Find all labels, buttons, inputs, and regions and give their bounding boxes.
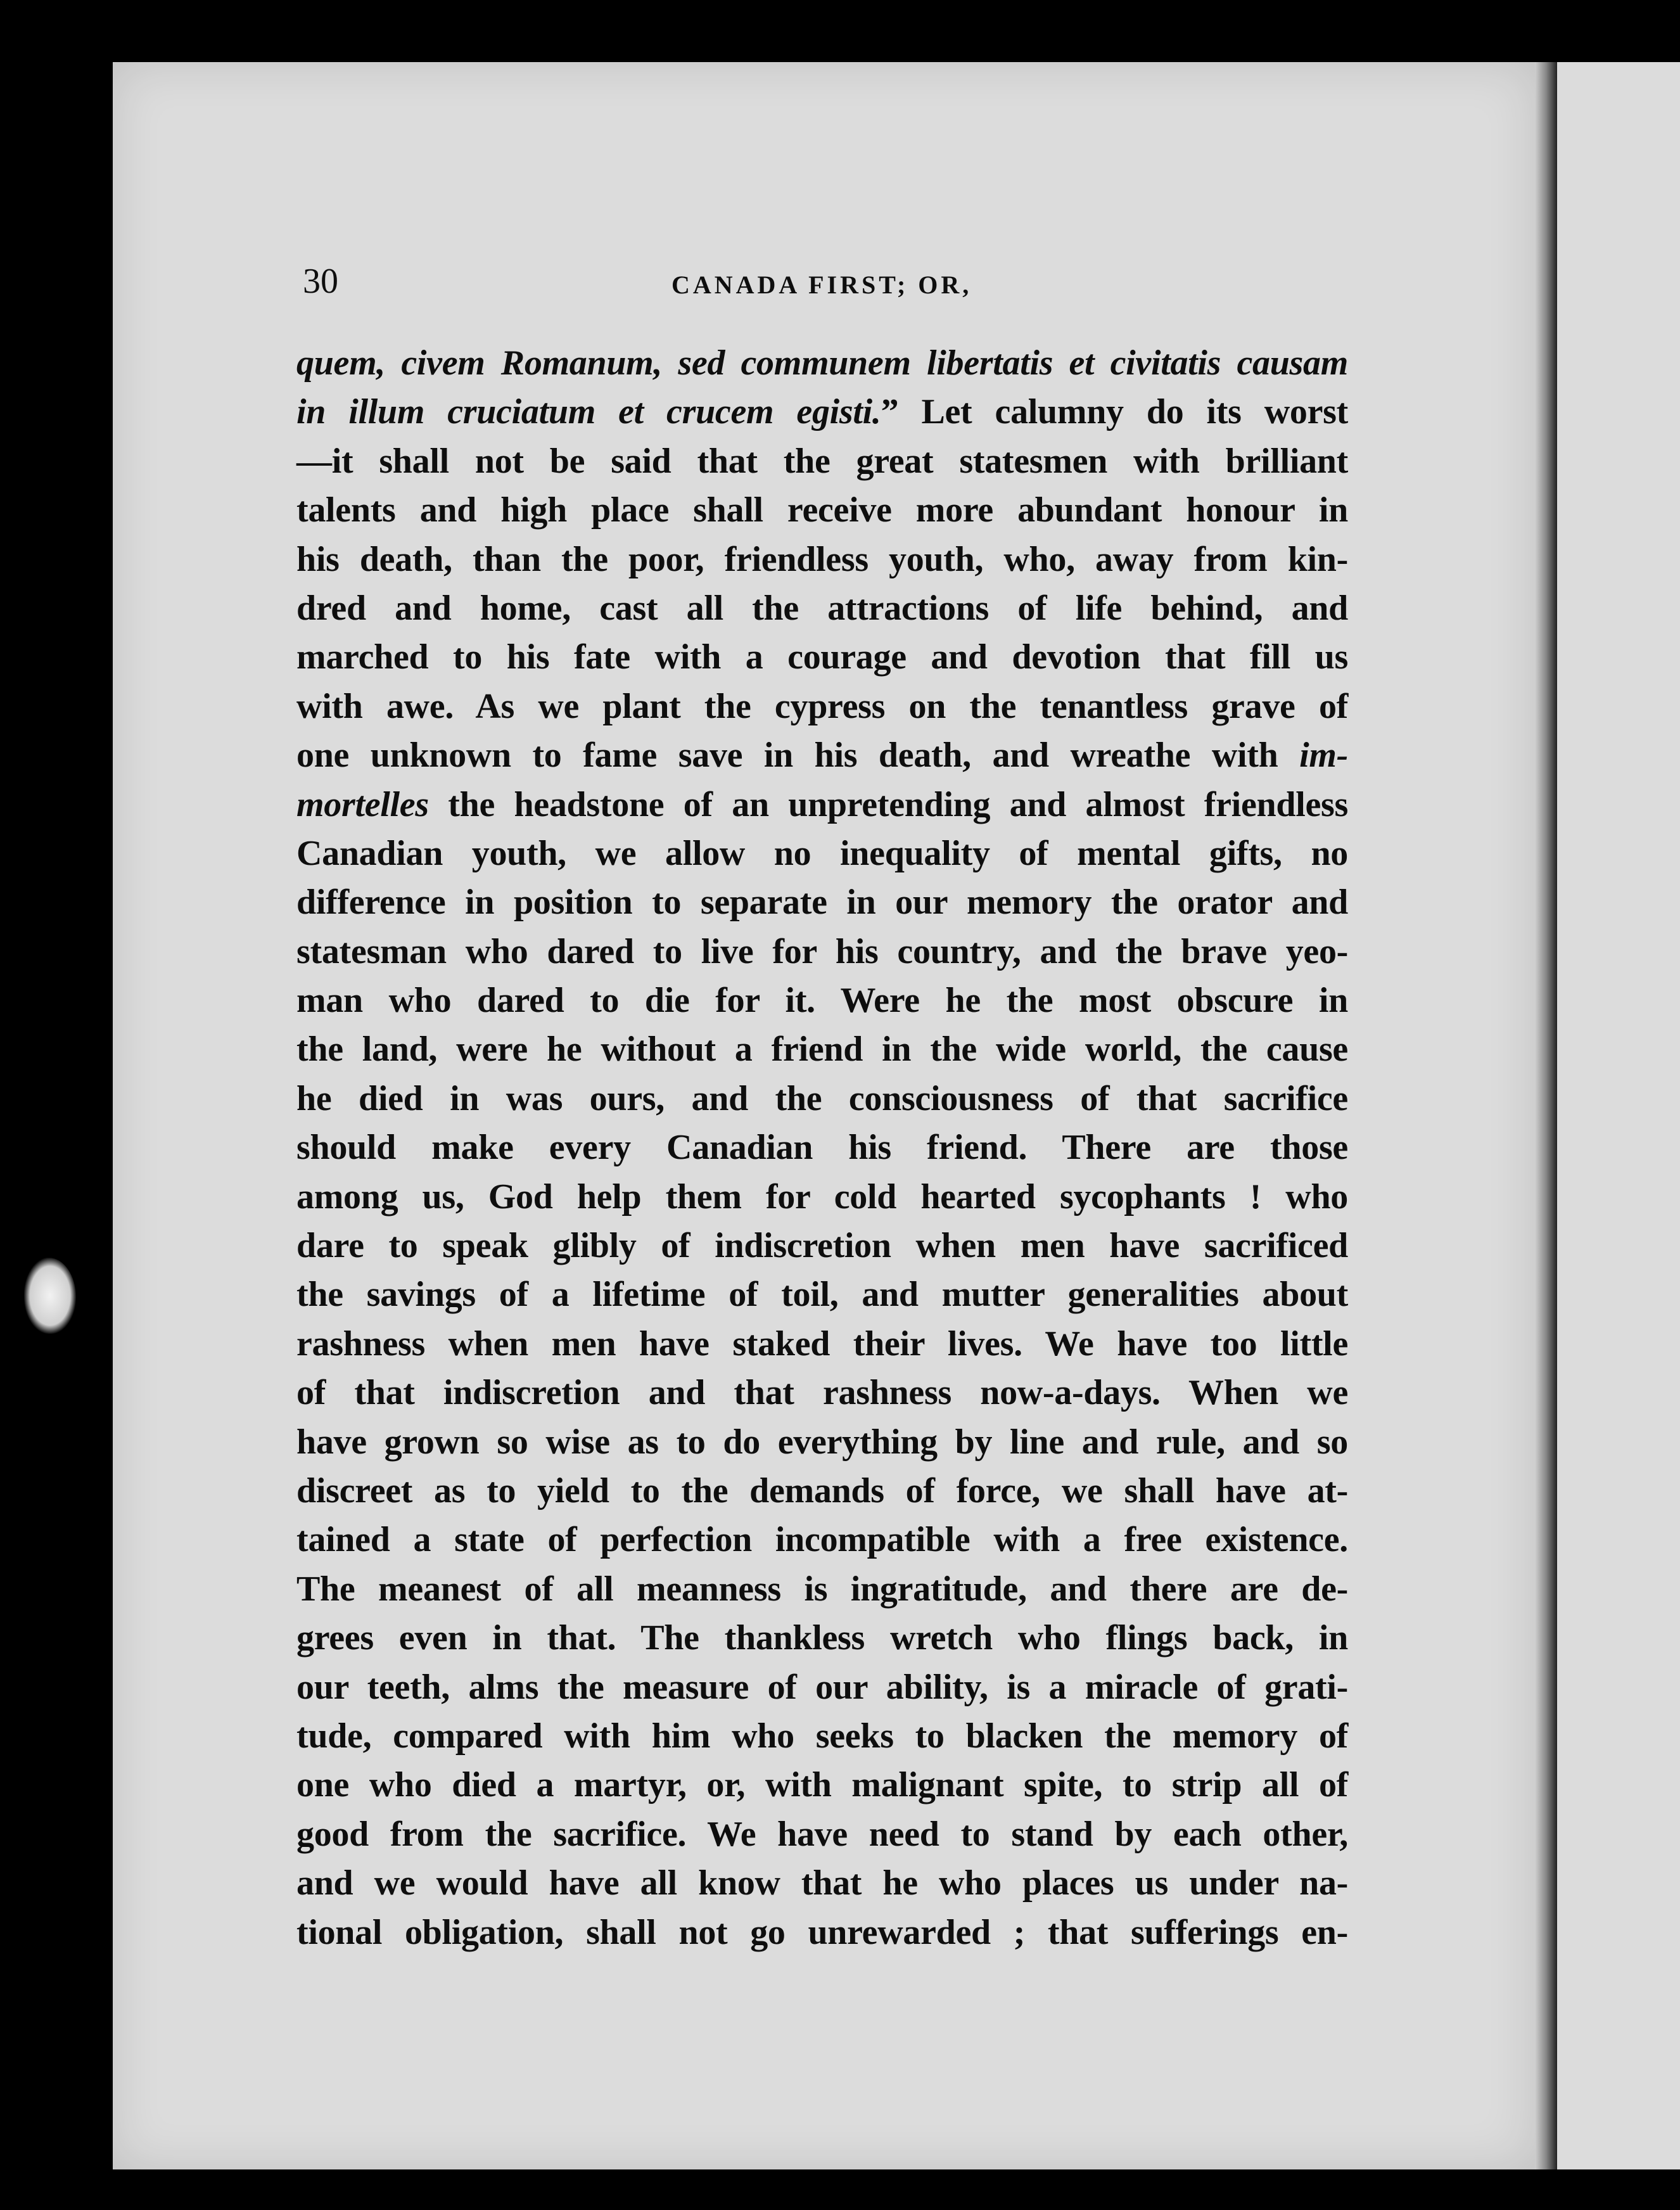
text-line: [296, 1075, 1348, 1123]
text-line: [296, 1270, 1348, 1319]
page-header: [303, 256, 1348, 307]
text-segment: ” Let calumny do its worst: [881, 392, 1348, 432]
text-segment: Canadian youth, we allow no inequality of mental gifts, no: [296, 833, 1348, 873]
text-line: [296, 1908, 1348, 1957]
facing-page-edge: [1557, 62, 1680, 2169]
text-segment: one unknown to fame save in his death, and wreathe with: [296, 736, 1300, 776]
text-segment: should make every Canadian his friend. There are those: [296, 1128, 1348, 1168]
body-text: [296, 339, 1348, 1957]
text-line: [296, 781, 1348, 829]
text-segment: rashness when men have staked their lives. We have too little: [296, 1324, 1348, 1364]
text-line: [296, 1222, 1348, 1270]
text-line: [296, 1467, 1348, 1516]
text-segment: he died in was ours, and the consciousness of that sacrifice: [296, 1078, 1348, 1118]
text-segment: talents and high place shall receive more abundant honour in: [296, 490, 1348, 530]
text-segment: The meanest of all meanness is ingratitude, and there are de-: [296, 1569, 1348, 1609]
text-line: [296, 731, 1348, 780]
text-segment: difference in position to separate in our memory the orator and: [296, 883, 1348, 923]
text-segment: our teeth, alms the measure of our ability, is a miracle of grati-: [296, 1667, 1348, 1707]
text-line: [296, 1516, 1348, 1564]
text-line: [296, 1418, 1348, 1467]
text-segment: tained a state of perfection incompatible with a free existence.: [296, 1520, 1348, 1560]
text-line: [296, 1320, 1348, 1369]
text-line: [296, 829, 1348, 878]
page-gutter: [1535, 62, 1557, 2169]
text-line: [296, 1614, 1348, 1663]
text-segment: the headstone of an unpretending and almost friendless: [428, 784, 1348, 824]
text-segment: his death, than the poor, friendless youth, who, away from kin-: [296, 539, 1348, 579]
text-segment: dare to speak glibly of indiscretion when men have sacrificed: [296, 1226, 1348, 1266]
text-line: [296, 1761, 1348, 1810]
text-line: [296, 1859, 1348, 1908]
text-segment: man who dared to die for it. Were he the most obscure in: [296, 981, 1348, 1021]
text-segment: —it shall not be said that the great statesmen with brilliant: [296, 441, 1348, 481]
text-segment: the savings of a lifetime of toil, and mutter generalities about: [296, 1275, 1348, 1315]
text-segment: among us, God help them for cold hearted sycophants ! who: [296, 1177, 1348, 1217]
text-line: [296, 1123, 1348, 1172]
text-line: [296, 1565, 1348, 1614]
italic-text-segment: in illum cruciatum et crucem egisti.: [296, 392, 881, 432]
text-line: [296, 928, 1348, 976]
text-line: [296, 1810, 1348, 1859]
text-line: [296, 388, 1348, 437]
text-segment: marched to his fate with a courage and devotion that fill us: [296, 637, 1348, 677]
text-line: [296, 584, 1348, 633]
text-line: [296, 339, 1348, 388]
italic-text-segment: quem, civem Romanum, sed communem libertatis et civitatis causam: [296, 343, 1348, 383]
text-segment: tional obligation, shall not go unrewarded ; that sufferings en-: [296, 1912, 1348, 1952]
text-segment: of that indiscretion and that rashness now-a-days. When we: [296, 1373, 1348, 1413]
text-line: [296, 633, 1348, 682]
text-line: [296, 486, 1348, 535]
text-segment: dred and home, cast all the attractions of life behind, and: [296, 588, 1348, 628]
text-line: [296, 1025, 1348, 1074]
text-line: [296, 878, 1348, 927]
italic-text-segment: im-: [1299, 736, 1348, 776]
text-segment: one who died a martyr, or, with malignant spite, to strip all of: [296, 1765, 1348, 1805]
text-segment: have grown so wise as to do everything by line and rule, and so: [296, 1422, 1348, 1462]
text-line: [296, 1173, 1348, 1222]
text-line: [296, 682, 1348, 731]
text-line: [296, 535, 1348, 584]
text-segment: discreet as to yield to the demands of force, we shall have at-: [296, 1471, 1348, 1511]
text-line: [296, 1369, 1348, 1417]
text-segment: the land, were he without a friend in the wide world, the cause: [296, 1030, 1348, 1070]
text-line: [296, 1712, 1348, 1761]
text-segment: grees even in that. The thankless wretch who flings back, in: [296, 1618, 1348, 1658]
italic-text-segment: mortelles: [296, 784, 429, 824]
page-number: 30: [303, 262, 338, 301]
text-line: [296, 1663, 1348, 1712]
paper-damage-spot: [24, 1258, 76, 1334]
text-segment: and we would have all know that he who places us under na-: [296, 1863, 1348, 1903]
text-segment: with awe. As we plant the cypress on the tenantless grave of: [296, 686, 1348, 726]
text-line: [296, 976, 1348, 1025]
text-segment: tude, compared with him who seeks to blacken the memory of: [296, 1716, 1348, 1756]
text-segment: statesman who dared to live for his country, and the brave yeo-: [296, 931, 1348, 971]
running-head: CANADA FIRST; OR,: [671, 271, 972, 299]
text-segment: good from the sacrifice. We have need to stand by each other,: [296, 1814, 1348, 1854]
text-line: [296, 437, 1348, 486]
